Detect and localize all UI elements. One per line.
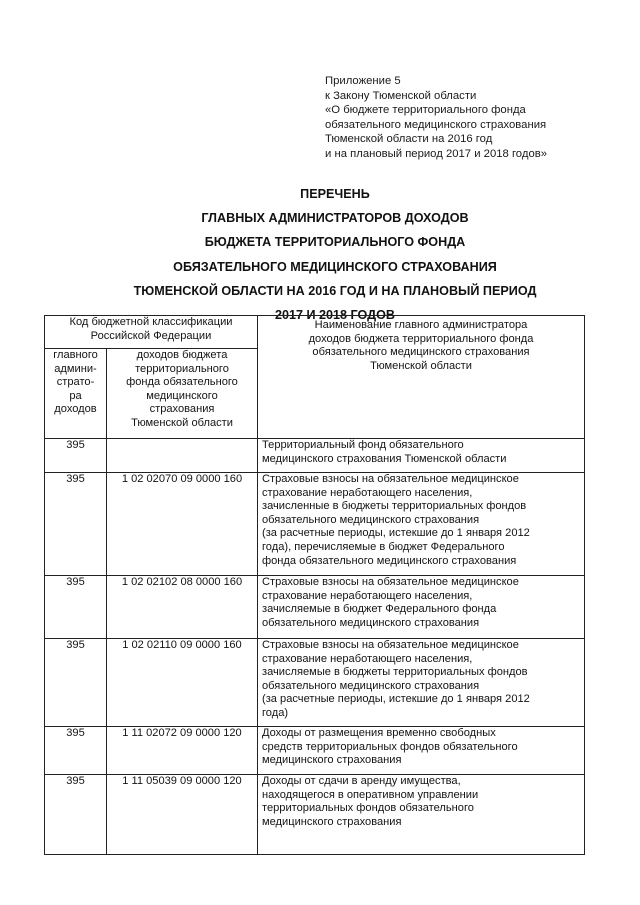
header-text: Российской Федерации (90, 329, 212, 342)
annex-line: обязательного медицинского страхования (325, 118, 547, 131)
name-line: Доходы от сдачи в аренду имущества, (262, 775, 461, 787)
revenue-code-cell (107, 439, 258, 473)
document-title (0, 182, 640, 327)
annex-line: Тюменской области на 2016 год (325, 133, 493, 146)
table-row (45, 576, 585, 639)
title-line: ПЕРЕЧЕНЬ (300, 187, 370, 201)
header-text: территориального (135, 362, 229, 375)
name-line: Территориальный фонд обязательного (262, 439, 464, 451)
admin-code-cell: 395 (45, 727, 107, 775)
admin-code-cell: 395 (45, 775, 107, 855)
annex-line: «О бюджете территориального фонда (325, 104, 526, 117)
title-line: ОБЯЗАТЕЛЬНОГО МЕДИЦИНСКОГО СТРАХОВАНИЯ (173, 259, 497, 274)
admin-code-cell: 395 (45, 639, 107, 727)
revenue-name-cell (258, 439, 585, 473)
title-line: ТЮМЕНСКОЙ ОБЛАСТИ НА 2016 ГОД И НА ПЛАНОВЫЙ ПЕРИОД (133, 283, 537, 298)
name-line: территориальных фондов обязательного (262, 802, 474, 815)
name-line: страхование неработающего населения, (262, 486, 473, 499)
table-row (45, 473, 585, 576)
header-text: Наименование главного администратора (314, 319, 528, 331)
name-line: Страховые взносы на обязательное медицинское (262, 473, 519, 485)
name-line: медицинского страхования (262, 754, 402, 767)
header-text: Тюменской области (131, 416, 233, 429)
admin-code-cell: 395 (45, 576, 107, 639)
revenue-name-cell (258, 576, 585, 639)
name-line: обязательного медицинского страхования (262, 616, 480, 629)
table-row (45, 639, 585, 727)
revenue-name-cell (258, 639, 585, 727)
annex-line: и на плановый период 2017 и 2018 годов» (325, 147, 548, 160)
revenue-name-cell (258, 473, 585, 576)
table-header-row (45, 316, 585, 349)
name-line: года), перечисляемые в бюджет Федерального (262, 540, 505, 553)
revenue-code-cell: 1 02 02070 09 0000 160 (107, 473, 258, 576)
header-text: главного (53, 349, 98, 361)
name-line: страхование неработающего населения, (262, 652, 473, 665)
header-text: фонда обязательного (126, 376, 238, 389)
header-classification-cell (45, 316, 258, 349)
table-row (45, 727, 585, 775)
admin-code-cell: 395 (45, 439, 107, 473)
name-line: медицинского страхования Тюменской области (262, 452, 507, 465)
header-text: страто- (56, 376, 95, 389)
header-text: доходов (54, 403, 97, 416)
admin-code-cell: 395 (45, 473, 107, 576)
name-line: Доходы от размещения временно свободных (262, 727, 496, 739)
name-line: обязательного медицинского страхования (262, 679, 480, 692)
title-line: 2017 И 2018 ГОДОВ (274, 308, 396, 323)
name-line: (за расчетные периоды, истекшие до 1 января 2012 (262, 527, 530, 540)
header-text: Код бюджетной классификации (69, 316, 233, 328)
name-line: Страховые взносы на обязательное медицинское (262, 576, 519, 588)
title-line: БЮДЖЕТА ТЕРРИТОРИАЛЬНОГО ФОНДА (204, 235, 466, 250)
name-line: фонда обязательного медицинского страхования (262, 554, 517, 567)
annex-line: к Закону Тюменской области (325, 89, 477, 102)
annex-reference (325, 74, 547, 162)
name-line: находящегося в оперативном управлении (262, 788, 479, 801)
name-line: медицинского страхования (262, 815, 402, 828)
revenue-code-cell: 1 11 05039 09 0000 120 (107, 775, 258, 855)
header-text: доходов бюджета (136, 349, 228, 361)
title-line: ГЛАВНЫХ АДМИНИСТРАТОРОВ ДОХОДОВ (201, 211, 469, 226)
header-text: медицинского (146, 389, 218, 402)
header-text: обязательного медицинского страхования (312, 346, 530, 359)
revenue-code-cell: 1 02 02110 09 0000 160 (107, 639, 258, 727)
header-text: доходов бюджета территориального фонда (308, 332, 534, 345)
header-text: Тюменской области (370, 359, 472, 372)
revenue-code-cell: 1 02 02102 08 0000 160 (107, 576, 258, 639)
header-text: админи- (54, 362, 97, 375)
revenue-name-cell (258, 727, 585, 775)
name-line: года) (262, 706, 289, 719)
name-line: обязательного медицинского страхования (262, 513, 480, 526)
header-text: ра (69, 389, 82, 402)
name-line: (за расчетные периоды, истекшие до 1 января 2012 (262, 693, 530, 706)
administrators-table (44, 315, 585, 855)
name-line: зачисленные в бюджеты территориальных фондов (262, 500, 527, 513)
revenue-name-cell (258, 775, 585, 855)
header-text: страхования (149, 403, 215, 416)
header-name-cell (258, 316, 585, 439)
revenue-code-cell: 1 11 02072 09 0000 120 (107, 727, 258, 775)
name-line: средств территориальных фондов обязательного (262, 740, 518, 753)
table-row (45, 775, 585, 855)
header-revenue-cell (107, 349, 258, 439)
name-line: зачисляемые в бюджеты территориальных фондов (262, 666, 528, 679)
name-line: Страховые взносы на обязательное медицинское (262, 639, 519, 651)
table-row (45, 439, 585, 473)
name-line: страхование неработающего населения, (262, 589, 473, 602)
name-line: зачисляемые в бюджет Федерального фонда (262, 603, 497, 616)
header-admin-cell (45, 349, 107, 439)
annex-line: Приложение 5 (325, 75, 401, 87)
